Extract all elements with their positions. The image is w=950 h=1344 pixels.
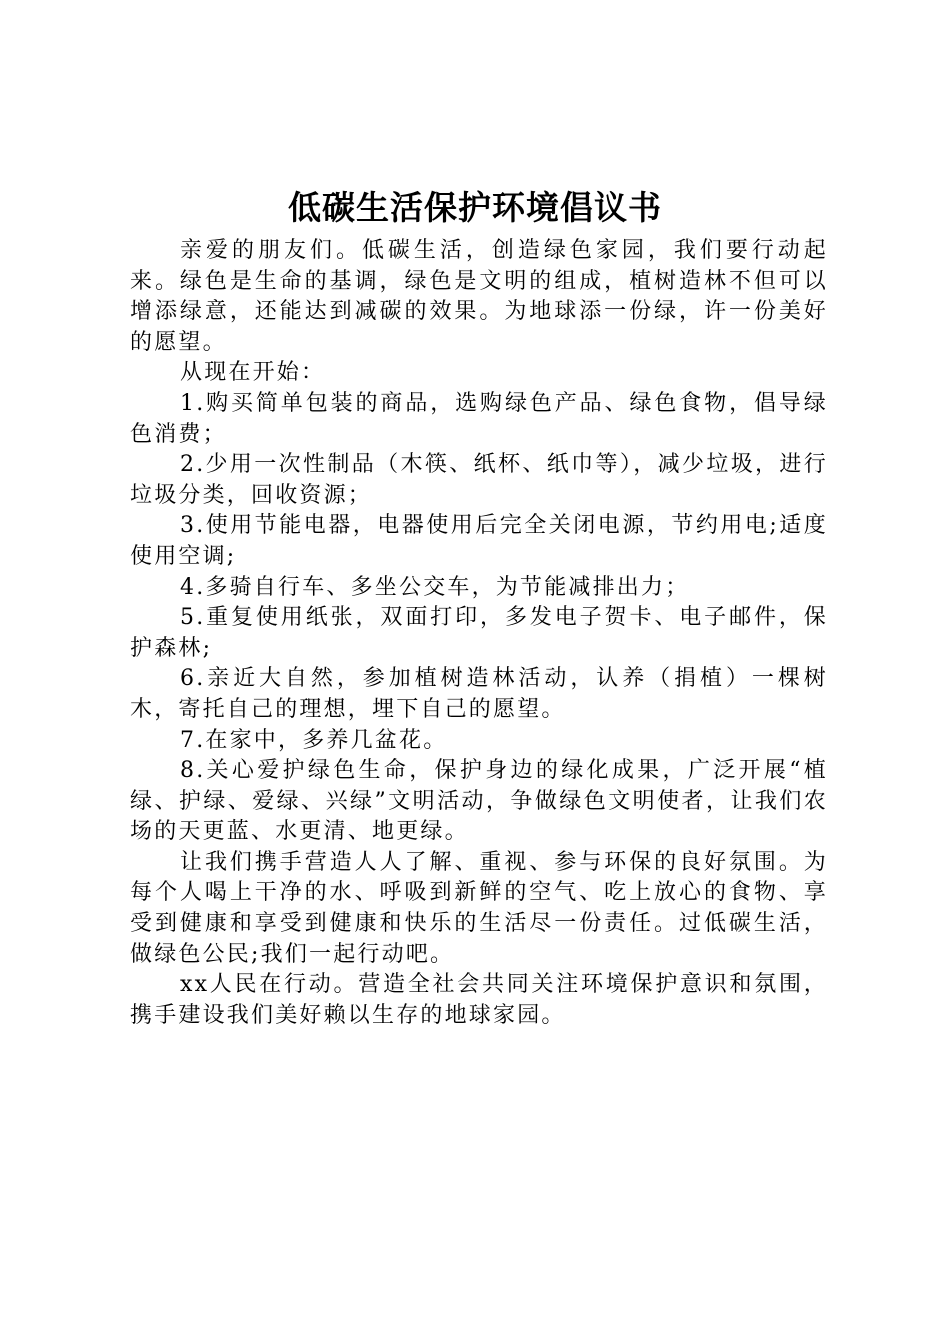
- list-item-5: 5.重复使用纸张，双面打印，多发电子贺卡、电子邮件，保护森林;: [130, 605, 828, 661]
- document-body: [130, 236, 828, 1031]
- list-item-2: 2.少用一次性制品（木筷、纸杯、纸巾等），减少垃圾，进行垃圾分类，回收资源；: [130, 452, 828, 508]
- list-item-8: 8.关心爱护绿色生命，保护身边的绿化成果，广泛开展“植绿、护绿、爱绿、兴绿”文明活动，争做绿色文明使者，让我们农场的天更蓝、水更清、地更绿。: [130, 758, 828, 845]
- paragraph-greeting: 亲爱的朋友们。低碳生活，创造绿色家园，我们要行动起来。绿色是生命的基调，绿色是文明的组成，植树造林不但可以增添绿意，还能达到减碳的效果。为地球添一份绿，许一份美好的愿望。: [130, 238, 828, 355]
- list-item-4: 4.多骑自行车、多坐公交车，为节能减排出力；: [180, 574, 690, 600]
- list-item-7: 7.在家中，多养几盆花。: [180, 727, 448, 753]
- list-item-6: 6.亲近大自然，参加植树造林活动，认养（捐植）一棵树木，寄托自己的理想，埋下自己的愿望。: [130, 666, 828, 722]
- paragraph-intro: 从现在开始：: [180, 360, 326, 386]
- list-item-3: 3.使用节能电器，电器使用后完全关闭电源，节约用电;适度使用空调;: [130, 513, 828, 569]
- document-title: 低碳生活保护环境倡议书: [288, 188, 662, 227]
- paragraph-closing: xx人民在行动。营造全社会共同关注环境保护意识和氛围，携手建设我们美好赖以生存的地球家园。: [130, 972, 828, 1028]
- paragraph-call-to-action: 让我们携手营造人人了解、重视、参与环保的良好氛围。为每个人喝上干净的水、呼吸到新鲜的空气、吃上放心的食物、享受到健康和享受到健康和快乐的生活尽一份责任。过低碳生活，做绿色公民;我们一起行动吧。: [130, 849, 828, 967]
- list-item-1: 1.购买简单包装的商品，选购绿色产品、绿色食物，倡导绿色消费；: [130, 390, 828, 447]
